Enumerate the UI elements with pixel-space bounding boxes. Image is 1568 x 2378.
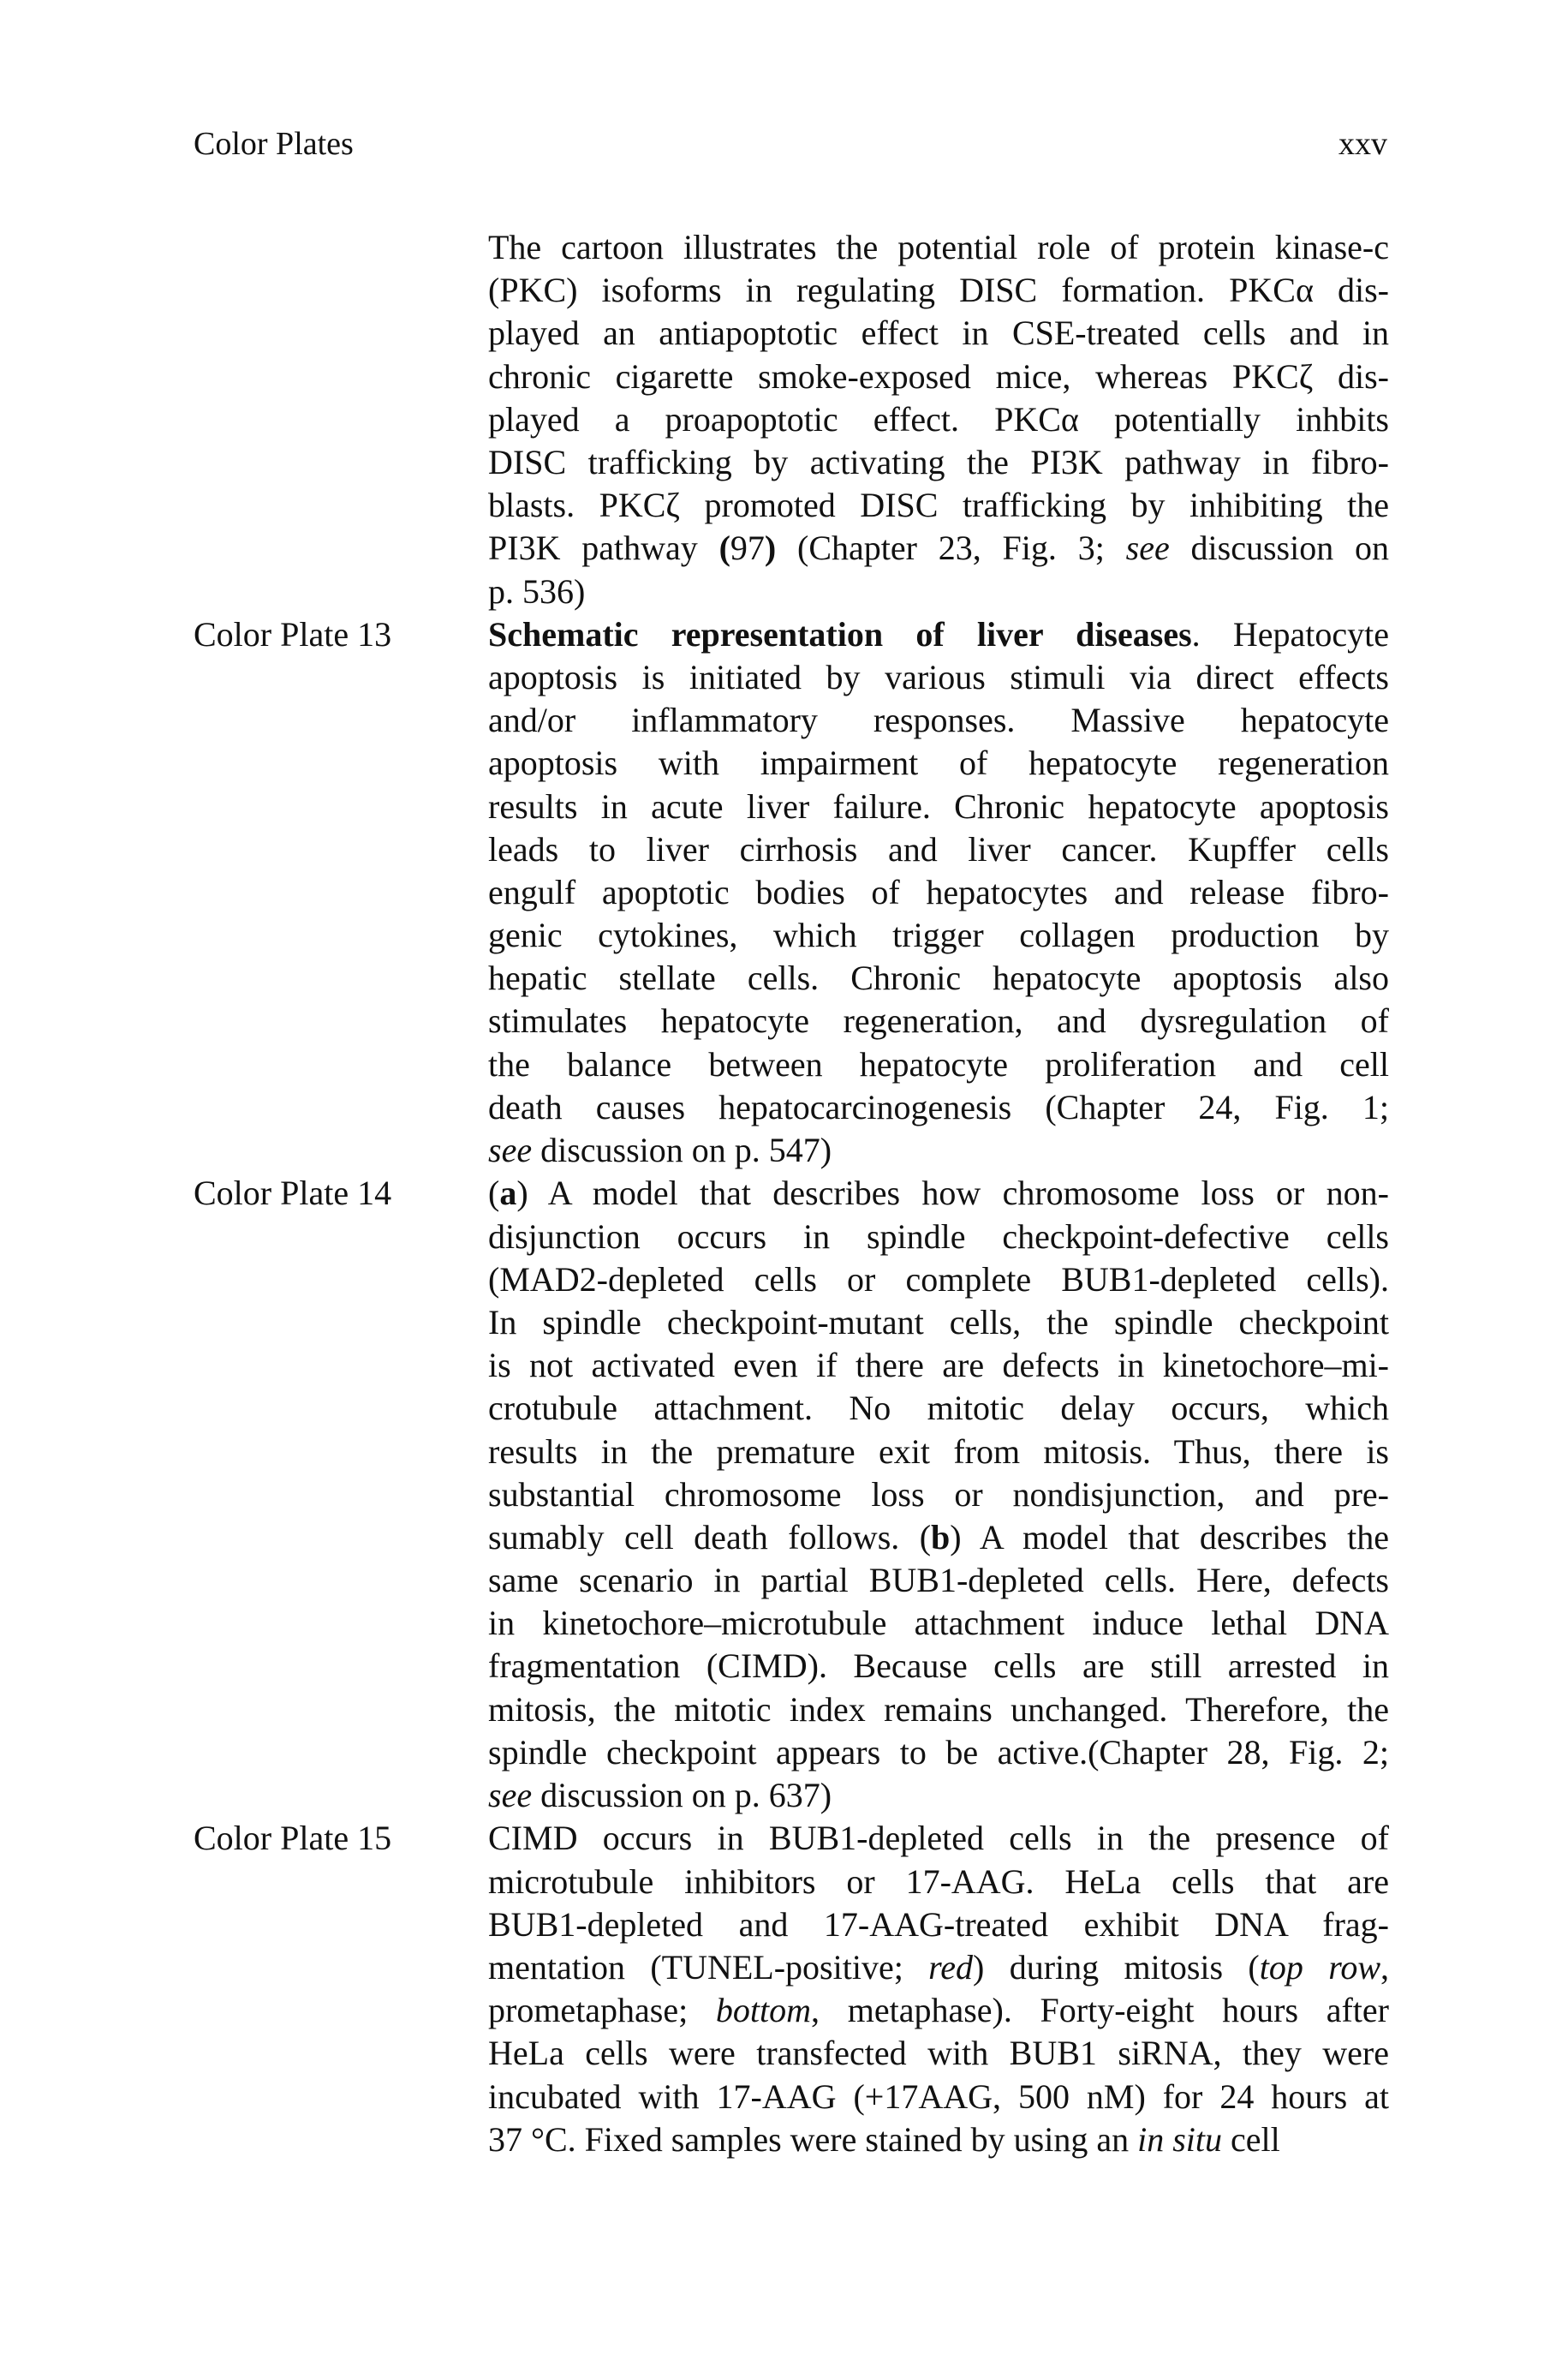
text-run: fragmentation (CIMD). Because cells are still arrested in	[488, 1646, 1389, 1686]
text-run: death causes hepatocarcinogenesis (Chapter 24, Fig. 1;	[488, 1087, 1389, 1126]
text-run: top row	[1259, 1947, 1380, 1987]
text-run: HeLa cells were transfected with BUB1 siRNA, they were	[488, 2034, 1389, 2073]
text-run: b	[931, 1517, 951, 1556]
text-run: same scenario in partial BUB1-depleted cells. Here, defects	[488, 1561, 1389, 1600]
caption-line	[488, 2076, 1389, 2118]
text-run: engulf apoptotic bodies of hepatocytes and release fibro-	[488, 872, 1389, 911]
text-run: spindle checkpoint appears to be active.(Chapter 28, Fig. 2;	[488, 1732, 1389, 1772]
text-run: microtubule inhibitors or 17-AAG. HeLa cells that are	[488, 1861, 1389, 1901]
caption-line	[488, 312, 1389, 355]
text-run: In spindle checkpoint-mutant cells, the spindle checkpoint	[488, 1302, 1389, 1341]
text-run: in kinetochore–microtubule attachment induce lethal DNA	[488, 1604, 1389, 1643]
text-run: (	[488, 1174, 500, 1213]
plate-label: Color Plate 15	[194, 1819, 392, 1858]
text-run: in situ	[1137, 2119, 1223, 2159]
caption-line	[488, 398, 1389, 441]
caption-line	[488, 656, 1389, 699]
caption-line	[488, 1817, 1389, 1860]
caption-line	[488, 1344, 1389, 1387]
caption-line	[488, 1559, 1389, 1602]
caption-line	[488, 1903, 1389, 1946]
caption-line	[488, 2032, 1389, 2075]
text-run: , metaphase). Forty-eight hours after	[811, 1991, 1389, 2030]
text-run: results in the premature exit from mitosis. Thus, there is	[488, 1431, 1389, 1471]
caption-line	[488, 1516, 1389, 1559]
text-run: and/or inflammatory responses. Massive hepatocyte	[488, 701, 1389, 740]
text-run: crotubule attachment. No mitotic delay occurs, which	[488, 1389, 1389, 1428]
plate-caption	[488, 1172, 1389, 1817]
text-run: mitosis, the mitotic index remains unchanged. Therefore, the	[488, 1689, 1389, 1729]
page-number: xxv	[1338, 126, 1387, 162]
caption-line	[488, 1861, 1389, 1903]
text-run: prometaphase;	[488, 1991, 716, 2030]
text-run: chronic cigarette smoke-exposed mice, whereas PKCζ dis-	[488, 356, 1389, 396]
caption-line	[488, 1431, 1389, 1473]
text-run: is not activated even if there are defects in kinetochore–mi-	[488, 1346, 1389, 1385]
text-run: a	[499, 1174, 517, 1213]
plate-caption	[488, 1817, 1389, 2161]
text-run: ) during mitosis (	[973, 1947, 1260, 1987]
caption-line	[488, 699, 1389, 742]
plate-label: Color Plate 14	[194, 1174, 392, 1213]
text-run: Schematic representation of liver diseases	[488, 614, 1192, 654]
caption-line	[488, 871, 1389, 914]
plate-caption	[488, 613, 1389, 1172]
text-run: discussion on p. 547)	[532, 1131, 832, 1170]
caption-line	[488, 1000, 1389, 1043]
caption-line	[488, 1086, 1389, 1129]
text-run: blasts. PKCζ promoted DISC trafficking by inhibiting the	[488, 486, 1389, 525]
text-run: PI3K pathway	[488, 529, 719, 568]
caption-line	[488, 1043, 1389, 1086]
text-run: . Hepatocyte	[1191, 614, 1389, 654]
text-run: (MAD2-depleted cells or complete BUB1-depleted cells).	[488, 1259, 1389, 1299]
text-run: ,	[1380, 1947, 1389, 1987]
caption-line	[488, 269, 1389, 312]
text-run: )	[764, 529, 777, 568]
text-run: BUB1-depleted and 17-AAG-treated exhibit DNA frag-	[488, 1904, 1389, 1944]
caption-line	[488, 786, 1389, 828]
caption-line	[488, 1473, 1389, 1516]
text-run: leads to liver cirrhosis and liver cancer. Kupffer cells	[488, 829, 1389, 869]
caption-line	[488, 1301, 1389, 1344]
text-run: substantial chromosome loss or nondisjunction, and pre-	[488, 1474, 1389, 1514]
caption-line	[488, 1946, 1389, 1989]
text-run: hepatic stellate cells. Chronic hepatocyte apoptosis also	[488, 959, 1389, 998]
caption-line	[488, 1129, 1389, 1172]
plate-caption	[488, 226, 1389, 613]
caption-line	[488, 914, 1389, 957]
text-run: discussion on	[1169, 529, 1389, 568]
text-run: see	[488, 1776, 533, 1815]
caption-line	[488, 571, 1389, 613]
text-run: sumably cell death follows. (	[488, 1517, 932, 1556]
caption-line	[488, 527, 1389, 570]
text-run: played a proapoptotic effect. PKCα potentially inhbits	[488, 399, 1389, 439]
text-run: played an antiapoptotic effect in CSE-treated cells and in	[488, 314, 1389, 353]
text-run: 37 °C. Fixed samples were stained by using an	[488, 2119, 1138, 2159]
caption-line	[488, 1387, 1389, 1430]
caption-line	[488, 1602, 1389, 1645]
caption-line	[488, 1645, 1389, 1688]
text-run: see	[488, 1131, 533, 1170]
text-run: (Chapter 23, Fig. 3;	[776, 529, 1126, 568]
text-run: red	[928, 1947, 974, 1987]
text-run: p. 536)	[488, 571, 586, 611]
text-run: cell	[1222, 2119, 1280, 2159]
caption-line	[488, 1172, 1389, 1215]
text-run: stimulates hepatocyte regeneration, and dysregulation of	[488, 1001, 1389, 1041]
text-run: 97	[730, 529, 765, 568]
caption-line	[488, 1731, 1389, 1774]
caption-line	[488, 441, 1389, 484]
text-run: see	[1125, 529, 1170, 568]
text-run: discussion on p. 637)	[532, 1776, 832, 1815]
caption-line	[488, 1216, 1389, 1258]
text-run: results in acute liver failure. Chronic hepatocyte apoptosis	[488, 786, 1389, 826]
caption-line	[488, 828, 1389, 871]
caption-line	[488, 957, 1389, 1000]
plate-label: Color Plate 13	[194, 614, 392, 654]
text-run: genic cytokines, which trigger collagen production by	[488, 916, 1389, 955]
caption-line	[488, 613, 1389, 656]
caption-line	[488, 226, 1389, 269]
caption-line	[488, 2118, 1389, 2161]
text-run: CIMD occurs in BUB1-depleted cells in the presence of	[488, 1819, 1389, 1858]
text-run: incubated with 17-AAG (+17AAG, 500 nM) for 24 hours at	[488, 2076, 1389, 2116]
text-run: apoptosis is initiated by various stimuli via direct effects	[488, 657, 1389, 696]
text-run: (	[718, 529, 730, 568]
caption-line	[488, 1258, 1389, 1301]
text-run: ) A model that describes the	[950, 1517, 1389, 1556]
text-run: DISC trafficking by activating the PI3K pathway in fibro-	[488, 442, 1389, 481]
caption-line	[488, 484, 1389, 527]
caption-line	[488, 742, 1389, 785]
text-run: ) A model that describes how chromosome loss or non-	[516, 1174, 1389, 1213]
text-run: bottom	[715, 1991, 812, 2030]
caption-line	[488, 356, 1389, 398]
caption-line	[488, 1688, 1389, 1731]
caption-line	[488, 1989, 1389, 2032]
text-run: The cartoon illustrates the potential role of protein kinase-c	[488, 228, 1389, 266]
text-run: the balance between hepatocyte proliferation and cell	[488, 1044, 1389, 1084]
text-run: (PKC) isoforms in regulating DISC formation. PKCα dis-	[488, 271, 1389, 310]
text-run: apoptosis with impairment of hepatocyte regeneration	[488, 744, 1389, 783]
running-head-left: Color Plates	[194, 126, 354, 162]
text-run: disjunction occurs in spindle checkpoint-defective cells	[488, 1216, 1389, 1256]
text-run: mentation (TUNEL-positive;	[488, 1947, 929, 1987]
caption-line	[488, 1774, 1389, 1817]
